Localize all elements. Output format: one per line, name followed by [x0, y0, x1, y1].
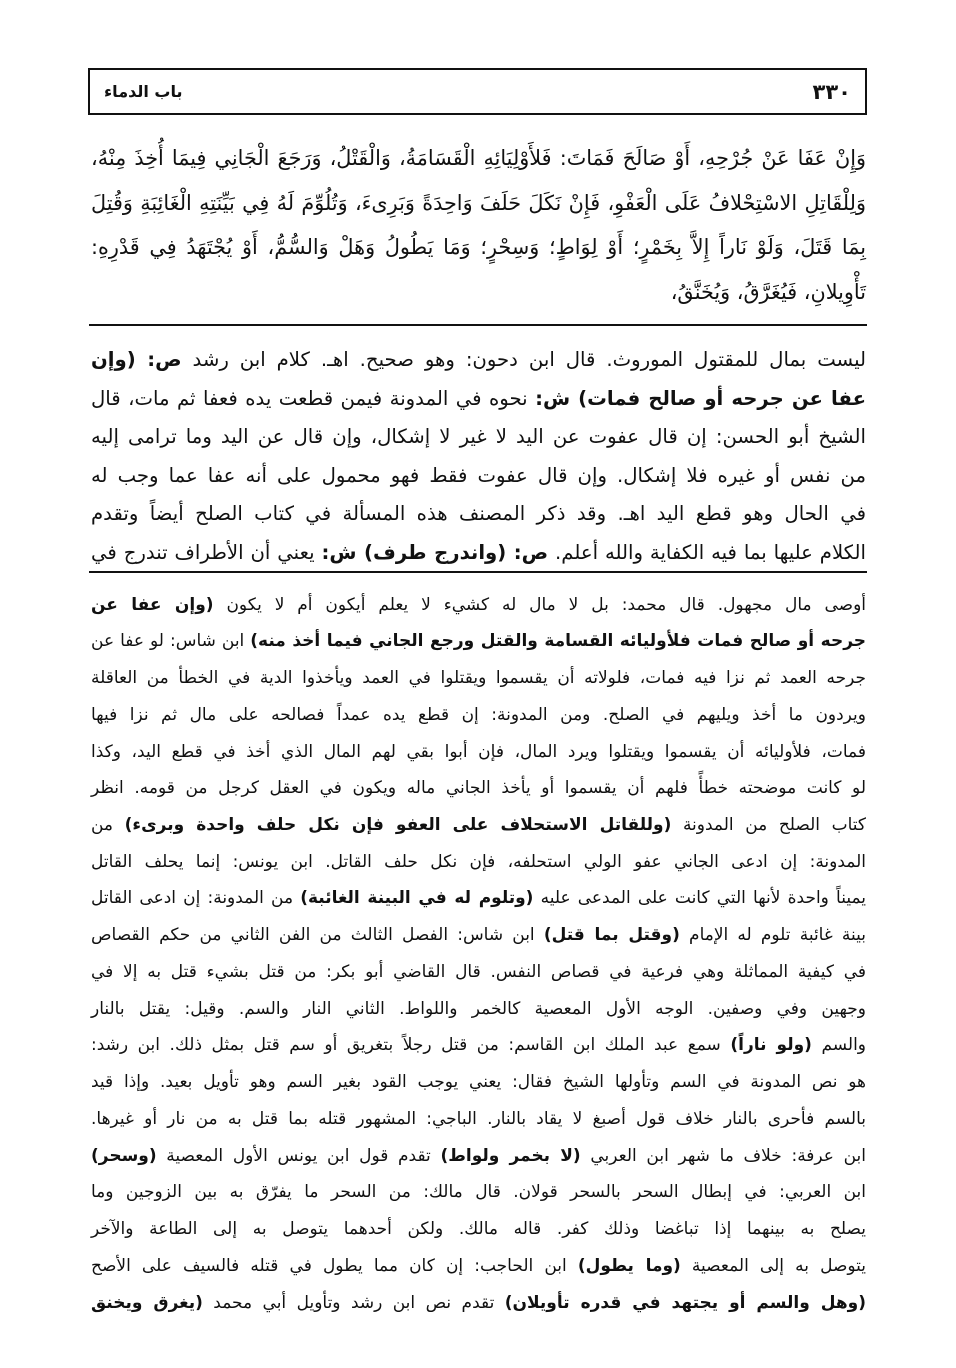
running-header [88, 68, 867, 115]
quoted-matn: (يغرق ويخنق [91, 1292, 203, 1313]
commentary-line [89, 587, 866, 624]
commentary-text: تقدم نص ابن رشد وتأويل أبي محمد [202, 1292, 505, 1313]
matn-line [89, 181, 866, 226]
commentary-text: ويردون ما أخذ ويليهم في الصلح. ومن المدونة: إن قطع يده عمداً فصالحه على مال ثم نزا فيها [91, 704, 866, 725]
line-content [91, 770, 866, 807]
commentary-line [89, 380, 866, 419]
quoted-matn: (وما يطول) [577, 1255, 681, 1276]
line-content [91, 844, 866, 881]
matn-line [89, 136, 866, 181]
commentary-line [89, 844, 866, 881]
commentary-line [89, 880, 866, 917]
commentary-line [89, 1027, 866, 1064]
line-content [91, 623, 866, 660]
quoted-matn: عفا عن جرحه أو صالح فمات) ش: [535, 386, 866, 410]
quoted-matn: (لا بخمر ولواط) [440, 1145, 581, 1166]
line-content [91, 1138, 866, 1175]
commentary-line [89, 991, 866, 1028]
line-content [91, 534, 866, 573]
commentary-line [89, 457, 866, 496]
commentary-text: كتاب الصلح من المدونة [671, 815, 866, 835]
line-content [91, 1027, 866, 1064]
line-content [91, 418, 866, 457]
quoted-matn: ص: (وإن [91, 348, 182, 371]
commentary-text: ابن شاس: الفصل الثالث من الفن الثاني من حكم القصاص [91, 925, 544, 946]
commentary-line [89, 418, 866, 457]
commentary-text: جرحه العمد ثم نزا فيه فمات، فلولاته أن يقسموا ويقتلوا في العمد ويأخذوا الدية في الخطأ من العاقلة [91, 668, 866, 689]
line-content [91, 734, 866, 771]
line-content [91, 341, 866, 380]
line-content [91, 587, 866, 624]
commentary-text: تقدم قول ابن يونس الأول المعصية [156, 1145, 441, 1166]
commentary-text: والسم [811, 1035, 866, 1056]
commentary-text: من المدونة: إن ادعى القاتل [91, 888, 301, 909]
line-content [91, 457, 866, 496]
commentary-text: ابن شاس: لو عفا عن [91, 631, 251, 652]
line-content [91, 380, 866, 419]
commentary-line [89, 917, 866, 954]
line-content [91, 697, 866, 734]
commentary-line [89, 807, 866, 844]
matn-text: وَإِنْ عَفَا عَنْ جُرْحِهِ، أَوْ صَالَحَ فَمَاتَ: فَلأَوْلِيَائِهِ الْقَسَامَةُ، وَالْقَتْلُ، وَرَجَعَ الْجَانِي فِيمَا أُخِذَ مِنْهُ، [91, 146, 866, 170]
commentary-text: هو نص المدونة في السم وتأولها الشيخ فقال: يعني يوجب القود بغير السم وهو تأويل بعيد. وإذا قيد [91, 1072, 866, 1093]
commentary-line [89, 1248, 866, 1285]
section-divider [89, 571, 867, 573]
commentary-text: وجهين وفي وصفين. الوجه الأول المعصية كالخمر واللواط. الثاني النار والسم. وقيل: يقتل بالنار [91, 998, 866, 1019]
page-number: ٣٣٠ [812, 79, 851, 104]
commentary-line [89, 1101, 866, 1138]
line-content [91, 880, 866, 917]
commentary-text: سمع عبد الملك ابن القاسم: من قتل رجلاً بتغريق أو سم قتل بمثل ذلك. ابن رشد: [91, 1035, 731, 1056]
commentary-text: أوصى مال مجهول. قال محمد: بل لا مال له كشيء لا يعلم أيكون أم لا يكون [213, 594, 866, 615]
commentary-line [89, 534, 866, 573]
commentary-text: بالسم فأحرى بالنار خلاف قول أصبغ لا يقاد بالنار. الباجي: المشهور قتله بما قتل به من نار أو غيرها. [91, 1108, 866, 1129]
line-content [91, 917, 866, 954]
commentary-line [89, 1174, 866, 1211]
matn-text: وَلِلْقَاتِلِ الاسْتِحْلافُ عَلَى الْعَفْوِ، فَإِنْ نَكَلَ حَلَفَ وَاحِدَةً وَبَرِىءَ، وَتُلُوِّمَ لَهُ فِي بَيِّنَتِهِ الْغَائِبَةِ وَقُتِلَ [91, 190, 866, 215]
commentary-line [89, 341, 866, 380]
commentary-line [89, 734, 866, 771]
quoted-matn: (وللقاتل الاستحلاف على العفو فإن نكل حلف واحدة وبرىء) [124, 815, 672, 835]
section-divider [89, 324, 867, 326]
matn-line [89, 225, 866, 270]
line-content [91, 954, 866, 991]
commentary-text: يعني أن الأطراف تندرج في [90, 540, 322, 564]
commentary-text: نحوه في المدونة فيمن قطعت يده فعفا ثم مات، قال [91, 386, 536, 410]
commentary-text: من نفس أو غيره فلا إشكال. وإن قال عفوت فقط فهو محمول على أنه عفا عما وجب له [91, 463, 866, 487]
commentary-text: ابن عرفة: خلاف ما شهر ابن العربي [580, 1145, 866, 1166]
line-content [91, 1174, 866, 1211]
commentary-line [89, 770, 866, 807]
quoted-matn: (وهل والسم أو يجتهد في قدره تأويلان) [504, 1292, 866, 1313]
commentary-text: الكلام عليها بما فيه الكفاية والله أعلم. [548, 540, 866, 564]
commentary-text: لو كانت موضحته خطأً فلهم أن يقسموا أو يأخذ الجاني ماله ويكون في العقل كرجل من قومه. انظر [91, 778, 866, 799]
commentary-line [89, 1138, 866, 1175]
commentary-line [89, 954, 866, 991]
commentary-upper-block [89, 341, 866, 573]
commentary-line [89, 660, 866, 697]
commentary-line [89, 1064, 866, 1101]
line-content [91, 1211, 866, 1248]
commentary-line [89, 623, 866, 660]
commentary-text: يتوصل به إلى المعصية [680, 1255, 866, 1276]
quoted-matn: جرحه أو صالح فمات فلأوليائه القسامة والقتل ورجع الجاني فيما أخذ منه) [250, 631, 866, 652]
commentary-text: ليست بمال للمقتول الموروث. قال ابن دحون: وهو صحيح. اهـ. كلام ابن رشد [181, 348, 866, 371]
line-content [91, 1248, 866, 1285]
line-content [91, 991, 866, 1028]
quoted-matn: (وإن عفا عن [91, 594, 214, 615]
commentary-text: فمات، فلأوليائه أن يقسموا ويقتلوا ويرد المال، فإن أبوا بقي لهم المال الذي أخذ في قطع اليد، وكذا [91, 741, 866, 762]
commentary-line [89, 495, 866, 534]
commentary-text: ابن العربي: في إبطال السحر بالسحر قولان. قال مالك: من السحر ما يفرّق به بين الزوجين وما [91, 1182, 866, 1203]
quoted-matn: (ولو ناراً) [730, 1035, 812, 1056]
line-content [91, 1101, 866, 1138]
line-content [91, 1064, 866, 1101]
commentary-text: يميناً واحدة لأنها التي كانت على المدعى عليه [533, 888, 866, 909]
line-content [91, 495, 866, 534]
commentary-lower-block [89, 587, 866, 1322]
commentary-line [89, 1285, 866, 1322]
quoted-matn: ص: (واندرج طرف) ش: [321, 540, 549, 564]
commentary-text: في الحال وهو قطع اليد اهـ. وقد ذكر المصنف هذه المسألة في كتاب الصلح أيضاً وتقدم [91, 502, 866, 526]
matn-block [89, 136, 866, 314]
commentary-text: يصلح به بينهما إذا تباغضا وذلك كفر. قاله مالك. ولكن أحدهما يتوصل به إلى الطاعة والآخر [91, 1219, 866, 1240]
commentary-line [89, 697, 866, 734]
commentary-text: في كيفية المماثلة وهي فرعية في قصاص النفس. قال القاضي أبو بكر: من قتل بشيء قتل به إلا في [91, 961, 866, 982]
commentary-text: الشيخ أبو الحسن: إن قال عفوت عن اليد لا غير لا إشكال، وإن قال عن اليد وما ترامى إليه [91, 425, 866, 449]
quoted-matn: (وتلوم له في البينة الغائبة) [300, 888, 534, 909]
matn-line [89, 270, 866, 315]
matn-text: بِمَا قَتَلَ، وَلَوْ نَاراً إِلاَّ بِخَمْرٍ؛ أَوْ لِوَاطٍ؛ وَسِحْرٍ؛ وَمَا يَطُولُ وَهَلْ وَالسُّمُّ، أَوْ يُجْتَهَدُ فِي قَدْرِهِ: [91, 235, 866, 259]
quoted-matn: (وسحر) [91, 1145, 157, 1166]
commentary-text: بينة غائبة تلوم له الإمام [679, 925, 866, 946]
line-content [91, 1285, 866, 1322]
commentary-text: من [91, 815, 125, 835]
commentary-text: المدونة: إن ادعى الجاني عفو الولي استحلفه، فإن نكل حلف القاتل. ابن يونس: إنما يحلف القاتل [91, 851, 866, 872]
line-content [91, 807, 866, 844]
commentary-text: ابن الحاجب: إن كان مما يطول في قتله فالسيف على الأصح [91, 1255, 578, 1276]
line-content [91, 660, 866, 697]
chapter-title: باب الدماء [104, 82, 183, 101]
commentary-line [89, 1211, 866, 1248]
matn-text: تَأْوِيلانِ، فَيُغَرَّقُ، وَيُخَنَّقُ، [670, 279, 866, 304]
quoted-matn: (وقتل بما قتل) [543, 925, 680, 946]
